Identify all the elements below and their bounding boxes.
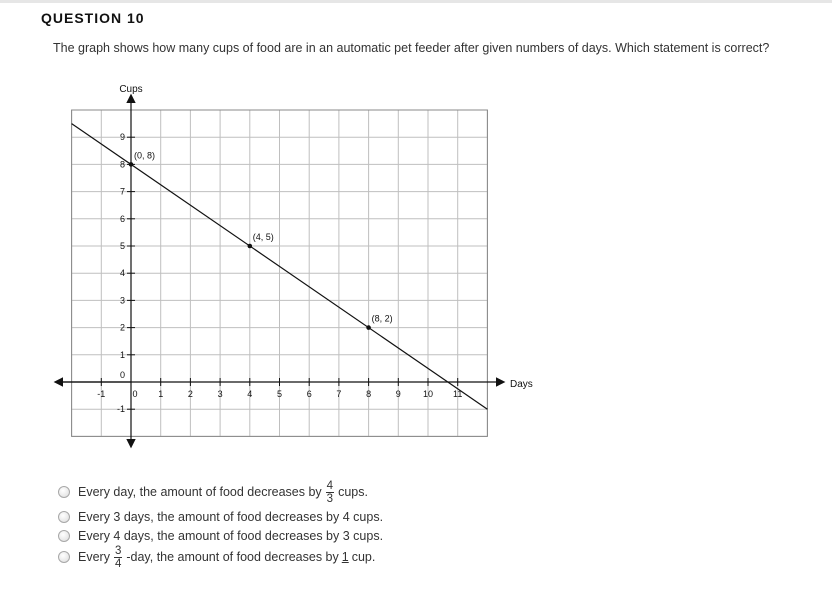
- choice-4-amount: 1: [341, 550, 349, 564]
- x-tick-label: 10: [422, 389, 434, 399]
- choice-1-pre: Every day, the amount of food decreases by: [78, 485, 322, 499]
- data-point: [366, 325, 371, 330]
- data-point-label: (8, 2): [371, 313, 393, 324]
- radio-choice-4[interactable]: [58, 551, 70, 563]
- y-tick-label: 8: [119, 159, 125, 170]
- choice-2[interactable]: [58, 507, 383, 527]
- y-axis-label: Cups: [119, 84, 143, 95]
- choice-1[interactable]: [58, 479, 368, 505]
- data-point-label: (0, 8): [134, 150, 156, 161]
- choice-4-numerator: 3: [114, 544, 122, 557]
- y-tick-label: 9: [119, 132, 125, 143]
- question-title: QUESTION 10: [41, 10, 145, 26]
- x-tick-label: 1: [158, 389, 164, 399]
- choice-1-denominator: 3: [326, 492, 334, 505]
- y-tick-label: 6: [119, 213, 125, 224]
- radio-choice-3[interactable]: [58, 530, 70, 542]
- choice-3[interactable]: [58, 526, 383, 546]
- x-tick-label: 2: [187, 389, 193, 399]
- radio-choice-2[interactable]: [58, 511, 70, 523]
- choice-4-denominator: 4: [114, 557, 122, 570]
- y-tick-label: 4: [119, 268, 125, 279]
- data-point: [248, 244, 253, 249]
- x-tick-label: 6: [306, 389, 312, 399]
- choice-4-text: [78, 546, 375, 569]
- x-tick-label: -1: [97, 389, 106, 399]
- data-point-label: (4, 5): [252, 232, 274, 242]
- y-tick-label: 5: [119, 241, 125, 251]
- y-tick-label: 7: [119, 186, 125, 197]
- choice-1-numerator: 4: [326, 479, 334, 492]
- question-text: The graph shows how many cups of food are in an automatic pet feeder after given numbers of days. Which statement is correct?: [53, 41, 770, 55]
- y-tick-label: -1: [116, 404, 125, 415]
- x-tick-label: 4: [247, 389, 253, 399]
- choice-2-text: Every 3 days, the amount of food decreases by 4 cups.: [78, 510, 384, 524]
- choice-1-fraction: [326, 481, 334, 504]
- choice-4-fraction: [114, 546, 122, 569]
- x-tick-label: 11: [453, 389, 463, 399]
- choice-4-post: cup.: [351, 550, 376, 564]
- x-tick-label: 8: [366, 389, 372, 399]
- choice-1-text: [78, 481, 368, 504]
- choice-1-post: cups.: [338, 485, 368, 499]
- x-tick-label: 3: [217, 389, 223, 399]
- choice-3-text: Every 4 days, the amount of food decreases by 3 cups.: [78, 529, 384, 543]
- y-tick-label: 0: [119, 370, 125, 380]
- y-tick-label: 3: [119, 295, 125, 306]
- y-tick-label: 1: [119, 349, 125, 360]
- x-tick-label: 5: [276, 389, 283, 399]
- radio-choice-1[interactable]: [58, 486, 70, 498]
- choice-4-mid: -day, the amount of food decreases by: [126, 550, 339, 564]
- x-tick-label: 7: [336, 389, 342, 399]
- x-tick-label: 0: [132, 389, 138, 399]
- y-tick-label: 2: [119, 322, 125, 333]
- choice-4-pre: Every: [78, 550, 110, 564]
- x-tick-label: 9: [395, 389, 401, 399]
- data-point: [129, 162, 134, 167]
- x-axis-label: Days: [510, 379, 533, 390]
- choice-4[interactable]: [58, 544, 376, 570]
